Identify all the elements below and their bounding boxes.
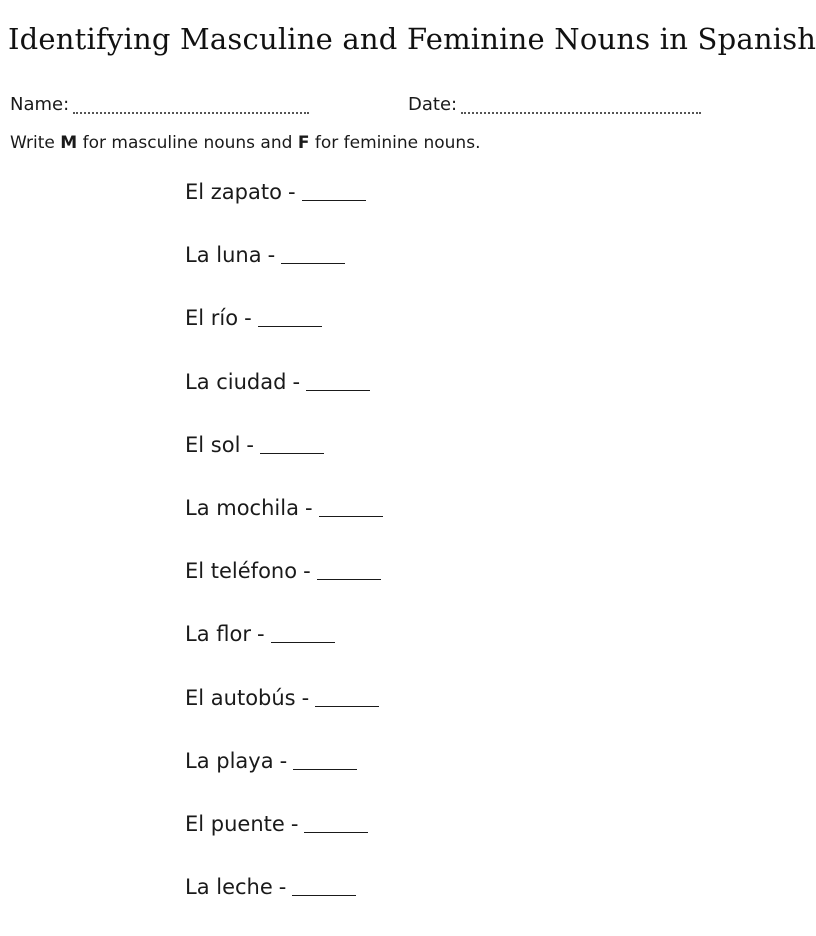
noun-separator: -	[279, 748, 288, 773]
noun-item	[185, 241, 383, 304]
noun-word: La mochila	[185, 495, 299, 520]
instructions-text-3: for feminine nouns.	[309, 133, 481, 153]
date-field[interactable]	[408, 88, 701, 116]
noun-word: El río	[185, 306, 239, 331]
answer-blank[interactable]	[293, 751, 357, 770]
answer-blank[interactable]	[319, 498, 383, 517]
answer-blank[interactable]	[271, 624, 335, 643]
noun-separator: -	[292, 369, 301, 394]
noun-item	[185, 304, 383, 367]
noun-item	[185, 620, 383, 683]
noun-item	[185, 747, 383, 810]
noun-item	[185, 368, 383, 431]
date-dotted-line[interactable]	[461, 112, 701, 114]
noun-item	[185, 178, 383, 241]
student-info-row	[10, 88, 710, 116]
answer-blank[interactable]	[304, 814, 368, 833]
noun-word: La luna	[185, 243, 262, 268]
noun-word: El teléfono	[185, 559, 298, 584]
answer-blank[interactable]	[281, 245, 345, 264]
noun-word: El autobús	[185, 685, 296, 710]
noun-separator: -	[244, 306, 252, 331]
noun-item	[185, 810, 383, 873]
noun-item	[185, 684, 383, 747]
noun-separator: -	[256, 622, 265, 647]
instructions-text-1: Write	[10, 133, 61, 153]
instructions	[10, 133, 480, 153]
noun-word: La flor	[185, 622, 251, 647]
noun-word: La ciudad	[185, 369, 287, 394]
noun-item	[185, 494, 383, 557]
answer-blank[interactable]	[292, 877, 356, 896]
noun-word: El zapato	[185, 180, 282, 204]
noun-word: El sol	[185, 432, 241, 457]
noun-separator: -	[278, 875, 287, 900]
name-field[interactable]	[10, 88, 309, 116]
name-label: Name:	[10, 94, 70, 115]
answer-blank[interactable]	[306, 372, 370, 391]
noun-item	[185, 431, 383, 494]
noun-separator: -	[301, 685, 310, 710]
name-dotted-line[interactable]	[73, 112, 309, 114]
answer-blank[interactable]	[302, 182, 366, 201]
noun-separator: -	[290, 811, 299, 836]
noun-item	[185, 557, 383, 620]
noun-separator: -	[304, 495, 313, 520]
noun-word: El puente	[185, 811, 285, 836]
noun-list	[185, 178, 383, 936]
instructions-bold-m: M	[60, 133, 78, 153]
noun-separator: -	[267, 243, 276, 268]
answer-blank[interactable]	[258, 308, 322, 327]
noun-separator: -	[246, 432, 254, 457]
date-label: Date:	[408, 94, 458, 115]
worksheet-title: Identifying Masculine and Feminine Nouns in Spanish	[8, 22, 816, 56]
noun-word: La leche	[185, 875, 273, 900]
noun-separator: -	[303, 559, 311, 584]
answer-blank[interactable]	[260, 435, 324, 454]
answer-blank[interactable]	[317, 561, 381, 580]
noun-separator: -	[287, 180, 296, 204]
answer-blank[interactable]	[315, 688, 379, 707]
instructions-bold-f: F	[297, 133, 310, 153]
noun-word: La playa	[185, 748, 274, 773]
instructions-text-2: for masculine nouns and	[77, 133, 298, 153]
noun-item	[185, 873, 383, 936]
